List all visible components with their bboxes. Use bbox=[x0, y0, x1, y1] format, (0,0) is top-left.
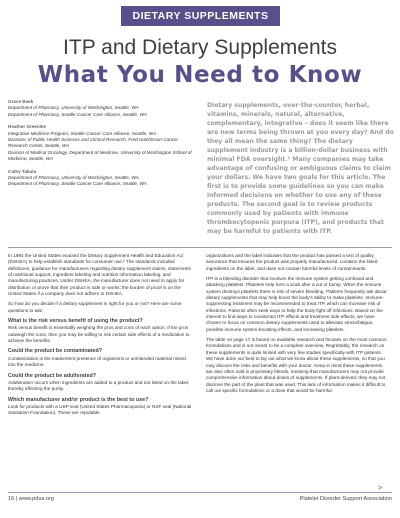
article-title: ITP and Dietary Supplements bbox=[63, 36, 337, 59]
body-paragraph: Contamination is the inadvertent presence of organisms or unintended material mixed into the medicine. bbox=[8, 355, 186, 368]
page-number-url: 16 | www.pdsa.org bbox=[8, 496, 54, 502]
section-heading: Which manufacturer and/or product is the best to use? bbox=[8, 396, 149, 403]
author-affiliation: Integrative Medicine Program, Seattle Cancer Care Alliance, Seattle, WA bbox=[8, 130, 157, 136]
section-heading: Could the product be adulterated? bbox=[8, 372, 97, 379]
author-name: Heather Greenlee bbox=[8, 124, 47, 130]
body-paragraph: Look for products with a USP seal (United States Pharmacopoeia) or NSF seal (National Sanitation Foundation). These are reputable bbox=[8, 403, 192, 416]
author-name: Cathy Takata bbox=[8, 168, 37, 174]
author-affiliation: Department of Pharmacy, University of Washington, Seattle, WA bbox=[8, 105, 139, 111]
body-paragraph: The table on page 17 is based on available research and focuses on the most common formulations and is not meant to be a complete overview. Regrettably, the research on these supplements is quite limited with very few studies specifically with ITP patients. We have done our best to lay out what we know about these supplements, so that you may discuss the risks and benefits with your doctor. Keep in mind these supplements are also often sold in proprietary blends, meaning that manufacturers may not provide comprehensive information about doses of supplements. If plant-derived, they may not disclose the part of the plant that was used. This lack of information makes it difficult to call out specific formulations or a dose that would be harmful. bbox=[206, 337, 387, 393]
article-subtitle: What You Need to Know bbox=[37, 62, 363, 88]
author-affiliation: Department of Pharmacy, Seattle Cancer Care Alliance, Seattle, WA bbox=[8, 181, 147, 187]
author-affiliation: Department of Pharmacy, Seattle Cancer Care Alliance, Seattle, WA bbox=[8, 111, 147, 117]
author-affiliation: Divisions of Public Health Sciences and Clinical Research, Fred Hutchinson Cancer Research Center, Seattle, WA bbox=[8, 137, 179, 149]
continue-arrow-icon: > bbox=[378, 485, 383, 492]
body-paragraph: Risk versus benefit is essentially weighing the pros and cons of each option. If the pros outweigh the cons, then you may be willing to risk certain side effects of a medication to achieve the benefits. bbox=[8, 325, 190, 344]
abstract: Dietary supplements, over-the-counter, herbal, vitamins, minerals, natural, alternative, complementary, integrative – does it seem like there are new terms being thrown at you every day? And do they all mean the same thing? The dietary supplement industry is a billion-dollar business with minimal FDA oversight.¹ Many companies may take advantage of confusing or ambiguous claims to claim your dollars. We have two goals for this article. The first is to provide some guidelines so you can make informed decisions on whether to use any of these products. The second goal is to review products commonly used by patients with immune thrombocytopenic purpura (ITP), and products that may be harmful to patients with ITP. bbox=[207, 102, 394, 235]
author-list bbox=[8, 99, 198, 188]
body-column-right bbox=[206, 253, 390, 398]
section-heading: Could the product be contaminated? bbox=[8, 348, 103, 355]
footer-divider bbox=[8, 492, 392, 493]
body-paragraph: organizations and the label indicates that the product has passed a test of quality assurance that ensures the product was properly manufactured, contains the listed ingredients on the label, and does not contain harmful levels of contaminants. bbox=[206, 253, 378, 271]
body-paragraph: Adulteration occurs when ingredients are added to a product and not listed on the label, thereby affecting the purity. bbox=[8, 379, 190, 392]
section-label: DIETARY SUPPLEMENTS bbox=[121, 6, 280, 26]
section-divider bbox=[8, 247, 392, 248]
body-paragraph: In 1994 the United States enacted the Dietary Supplement Health and Education Act (DSHEA) to help establish standards for consumer use.² The standards included definitions, guidance for manufacturers regarding dietary supplement claims, statements of nutritional support, ingredient labeling and nutrition information labeling, and manufacturing practices. Under DSHEA, the manufacturer does not need to apply for distribution or prove that their product is safe or works; the burden of proof is on the United States if a company does not adhere to DSHEA. bbox=[8, 253, 191, 297]
body-paragraph: ITP is a bleeding disorder that involves the immune system getting confused and attacking platelets. Platelets help form a scab after a cut or bump. When the immune system destroys platelets there is risk of severe bleeding. Patients frequently ask about dietary supplements that may help boost the body's ability to make platelets. Immune-suppressing treatment may be recommended to treat ITP, which can increase risk of infections. Patients often seek ways to help the body fight off infections. Based on the interest to find ways to counteract ITP effects and treatment side effects, we have chosen to focus on common dietary supplements used to alleviate stress/fatigue, possible immune system-boosting effects, and increasing platelets. bbox=[206, 276, 387, 332]
section-heading: What is the risk versus benefit of using the product? bbox=[8, 318, 143, 325]
body-paragraph: So how do you decide if a dietary supplement is right for you or not? Here are some questions to ask: bbox=[8, 301, 182, 313]
author-affiliation: Division of Medical Oncology, Department of Medicine, University of Washington School of Medicine, Seattle, WA bbox=[8, 149, 192, 162]
publisher-name: Platelet Disorder Support Association bbox=[299, 496, 392, 502]
author-name: Grace Baek bbox=[8, 99, 34, 104]
body-column-left bbox=[8, 253, 192, 421]
author-affiliation: Department of Pharmacy, University of Washington, Seattle, WA bbox=[8, 175, 139, 181]
